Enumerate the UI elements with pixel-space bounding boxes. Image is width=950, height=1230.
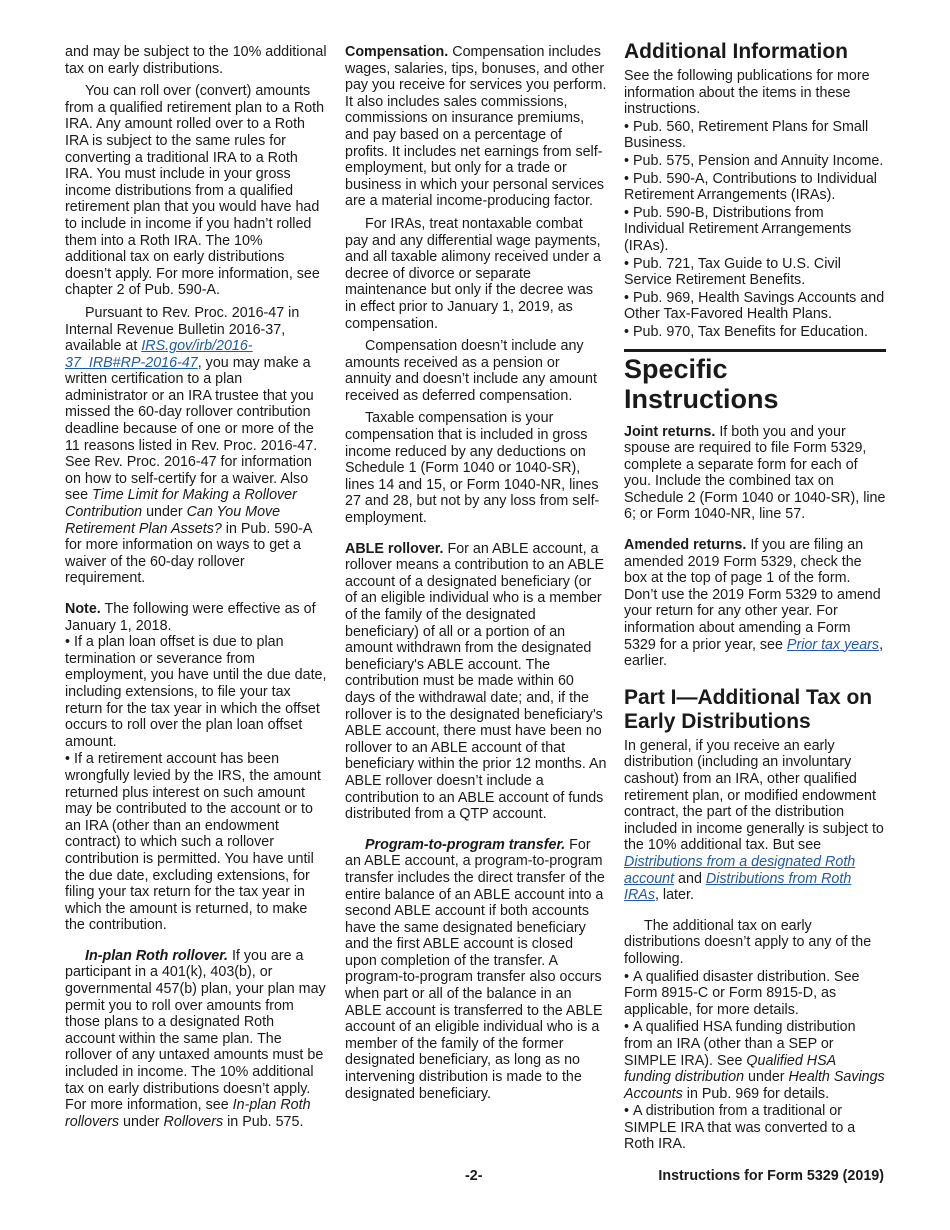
bullet-disaster-distribution: • A qualified disaster distribution. See Form 8915-C or Form 8915-D, as applicable, for more details.: [624, 969, 886, 1019]
specific-instructions-heading: Specific Instructions: [624, 349, 886, 414]
bullet-wrongful-levy: • If a retirement account has been wrongfully levied by the IRS, the amount returned plus interest on such amount may be contributed to the account or to an IRA (other than an endowment contract) to which such a rollover contribution is permitted. You have until the due date, excluding extensions, for filing your tax return for the tax year in which the amount is returned, to make the contribution.: [65, 751, 327, 934]
paragraph-amended-returns: Amended returns. If you are filing an amended 2019 Form 5329, check the box at the top of page 1 of the form. Don’t use the 2019 Form 5329 to amend your return for any other year. For information about amending a Form 5329 for a prior year, see Prior tax years, earlier.: [624, 537, 884, 670]
paragraph-taxable-compensation: Taxable compensation is your compensation that is included in gross income reduced by any deductions on Schedule 1 (Form 1040 or 1040-SR), lines 14 and 15, or Form 1040-NR, lines 27 and 28, but not by any loss from self-employment.: [345, 410, 600, 527]
paragraph-additional-intro: See the following publications for more information about the items in these instructions.: [624, 68, 870, 118]
paragraph-compensation: Compensation. Compensation includes wages, salaries, tips, bonuses, and other pay you receive for services you perform. It also includes sales commissions, commissions on insurance premiums, and pay based on a percentage of profits. It includes net earnings from self-employment, but only for a trade or business in which your personal services are a material income-producing factor.: [345, 44, 607, 210]
footer-title: Instructions for Form 5329 (2019): [658, 1168, 884, 1184]
column-middle: [345, 44, 607, 1108]
roth-iras-link[interactable]: Distributions from Roth IRAs: [624, 870, 852, 904]
bullet-converted-ira: • A distribution from a traditional or SIMPLE IRA that was converted to a Roth IRA.: [624, 1103, 886, 1153]
note-paragraph: Note. The following were effective as of January 1, 2018.: [65, 601, 316, 634]
part1-heading: Part I—Additional Tax on Early Distributions: [624, 685, 873, 733]
paragraph-part1-general: In general, if you receive an early distribution (including an involuntary cashout) from an IRA, other qualified retirement plan, or modified endowment contract, the part of the distribution included in income generally is subject to the 10% additional tax. But see Distributions from a designated Roth account and Distributions from Roth IRAs, later.: [624, 737, 884, 904]
pub-item: • Pub. 560, Retirement Plans for Small Business.: [624, 119, 886, 152]
column-left: [65, 44, 327, 1136]
pub-item: • Pub. 721, Tax Guide to U.S. Civil Service Retirement Benefits.: [624, 256, 886, 289]
pub-item: • Pub. 575, Pension and Annuity Income.: [624, 153, 886, 170]
roth-account-link[interactable]: Distributions from a designated Roth account: [624, 853, 856, 887]
paragraph-compensation-excludes: Compensation doesn’t include any amounts received as a pension or annuity and doesn’t include any amount received as deferred compensation.: [345, 338, 597, 404]
program-transfer-heading: Program-to-program transfer.: [365, 836, 566, 853]
column-right: [624, 40, 886, 1154]
page-number: -2-: [465, 1168, 483, 1184]
compensation-heading: Compensation.: [345, 44, 449, 60]
able-rollover-heading: ABLE rollover.: [345, 540, 444, 557]
paragraph-able-rollover: ABLE rollover. For an ABLE account, a rollover means a contribution to an ABLE account of a designated beneficiary (or of an eligible individual who is a member of the family of the designated beneficiary) of all or a portion of an amount withdrawn from the designated beneficiary's ABLE account. The contribution must be made within 60 days of the withdrawal date; and, if the rollover is to the designated beneficiary's ABLE account, there must have been no rollover to an ABLE account of that beneficiary within the prior 12 months. An ABLE rollover doesn’t include a contribution to an ABLE account of funds distributed from a QTP account.: [345, 540, 607, 823]
paragraph-continued: and may be subject to the 10% additional tax on early distributions.: [65, 44, 327, 77]
pub-item: • Pub. 970, Tax Benefits for Education.: [624, 324, 886, 341]
pub-item: • Pub. 590-A, Contributions to Individual Retirement Arrangements (IRAs).: [624, 171, 886, 204]
additional-information-heading: Additional Information: [624, 40, 848, 63]
paragraph-part1-exceptions: The additional tax on early distributions doesn’t apply to any of the following.: [624, 917, 872, 967]
in-plan-heading: In-plan Roth rollover.: [85, 947, 228, 964]
irs-irb-link[interactable]: IRS.gov/irb/2016-37_IRB#RP-2016-47: [65, 338, 253, 371]
paragraph-program-transfer: Program-to-program transfer. For an ABLE account, a program-to-program transfer includes the direct transfer of the entire balance of an ABLE account into a second ABLE account if both accounts have the same designated beneficiary and the first ABLE account is closed upon completion of the transfer. A program-to-program transfer also occurs when part or all of the balance in an ABLE account is transferred to the ABLE account of an eligible individual who is a member of the family of the former designated beneficiary, as long as no intervening distribution is made to the designated beneficiary.: [345, 836, 605, 1102]
paragraph-ira-compensation: For IRAs, treat nontaxable combat pay and any differential wage payments, and all taxable alimony received under a decree of divorce or separate maintenance but only if the decree was in effect prior to January 1, 2019, as compensation.: [345, 215, 601, 332]
pub-item: • Pub. 969, Health Savings Accounts and Other Tax-Favored Health Plans.: [624, 290, 886, 323]
bullet-plan-loan-offset: • If a plan loan offset is due to plan termination or severance from employment, you have until the due date, including extensions, to file your tax return for the tax year in which the offset occurs to roll over the plan loan offset amount.: [65, 634, 327, 750]
paragraph-joint-returns: Joint returns. If both you and your spouse are required to file Form 5329, complete a separate form for each of you. Include the combined tax on Schedule 2 (Form 1040 or 1040-SR), line 6; or Form 1040-NR, line 57.: [624, 423, 886, 523]
paragraph-rev-proc: Pursuant to Rev. Proc. 2016-47 in Internal Revenue Bulletin 2016-37, available at IRS.gov/irb/2016-37_IRB#RP-2016-47, you may make a written certification to a plan administrator or an IRA trustee that you missed the 60-day rollover contribution deadline because of one or more of the 11 reasons listed in Rev. Proc. 2016-47. See Rev. Proc. 2016-47 for information on how to self-certify for a waiver. Also see Time Limit for Making a Rollover Contribution under Can You Move Retirement Plan Assets? in Pub. 590-A for more information on ways to get a waiver of the 60-day rollover requirement.: [65, 304, 318, 587]
bullet-hsa-funding: • A qualified HSA funding distribution from an IRA (other than a SEP or SIMPLE IRA). See Qualified HSA funding distribution under Health Savings Accounts in Pub. 969 for details.: [624, 1019, 886, 1102]
paragraph-in-plan-roth: In-plan Roth rollover. If you are a participant in a 401(k), 403(b), or governmental 457(b) plan, your plan may permit you to roll over amounts from those plans to a designated Roth account within the same plan. The rollover of any untaxed amounts must be included in income. The 10% additional tax on early distributions doesn’t apply. For more information, see In-plan Roth rollovers under Rollovers in Pub. 575.: [65, 947, 326, 1130]
prior-tax-years-link[interactable]: Prior tax years: [786, 636, 880, 653]
paragraph-roth-rollover: You can roll over (convert) amounts from a qualified retirement plan to a Roth IRA. Any amount rolled over to a Roth IRA is subject to the same rules for converting a traditional IRA to a Roth IRA. You must include in your gross income distributions from a qualified retirement plan that you would have had to include in income if you hadn’t rolled them into a Roth IRA. The 10% additional tax on early distributions doesn’t apply. For more information, see chapter 2 of Pub. 590-A.: [65, 83, 325, 299]
pub-item: • Pub. 590-B, Distributions from Individual Retirement Arrangements (IRAs).: [624, 205, 886, 255]
